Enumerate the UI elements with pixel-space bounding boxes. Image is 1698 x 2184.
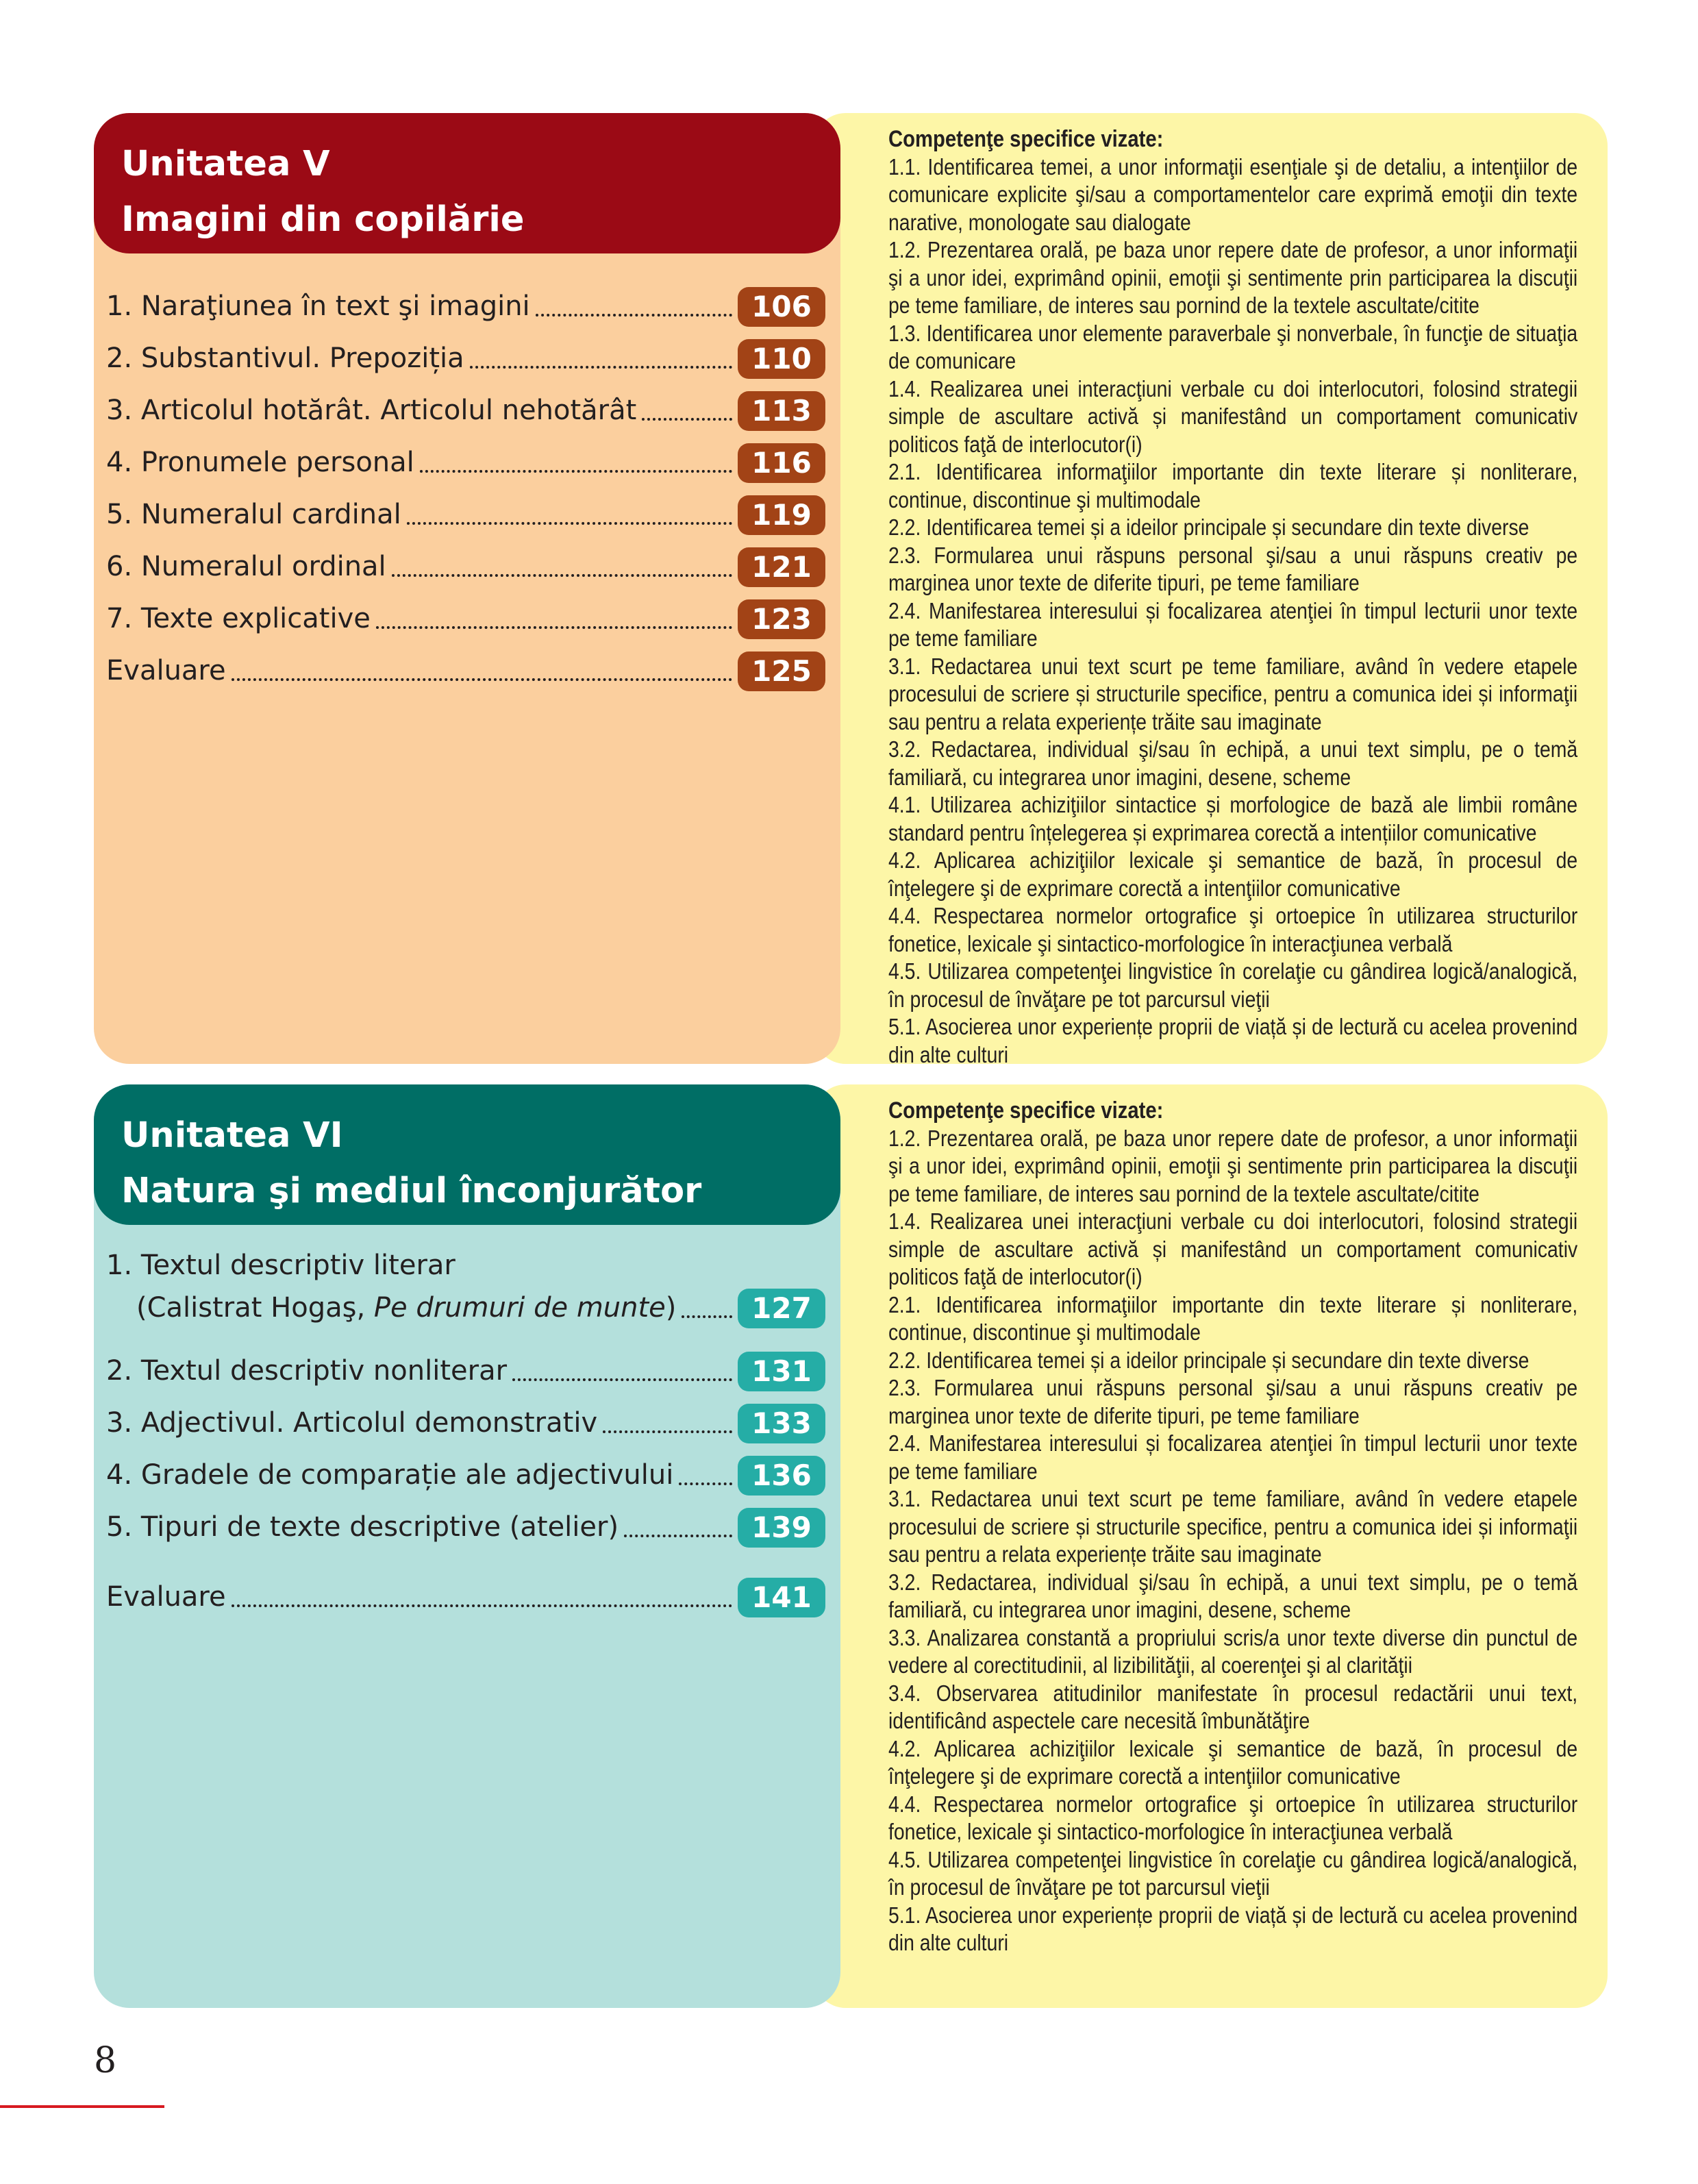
competence-item: 2.3. Formularea unui răspuns personal şi/sau a unui răspuns creativ pe marginea unor texte de diferite tipuri, pe teme familiare <box>888 542 1578 595</box>
competence-item: 5.1. Asocierea unor experiențe proprii de viață și de lectură cu acelea provenind din alte culturi <box>888 1014 1578 1067</box>
toc-label: 5. Tipuri de texte descriptive (atelier) <box>106 1511 619 1543</box>
competence-item: 2.1. Identificarea informaţiilor importante din texte literare și nonliterare, continue, discontinue şi multimodale <box>888 1291 1578 1345</box>
toc-label: Evaluare <box>106 655 226 686</box>
competence-item: 2.2. Identificarea temei și a ideilor principale și secundare din texte diverse <box>888 514 1530 540</box>
dot-leader <box>407 522 732 525</box>
page-number: 8 <box>94 2040 117 2081</box>
competence-item: 2.2. Identificarea temei și a ideilor principale și secundare din texte diverse <box>888 1347 1530 1373</box>
dot-leader <box>392 574 732 577</box>
unit-section <box>94 113 1608 1067</box>
page-badge: 110 <box>738 339 825 379</box>
toc-panel <box>94 113 840 1064</box>
competence-item: 4.5. Utilizarea competenţei lingvistice în corelaţie cu gândirea logică/analogică, în procesul de învăţare pe tot parcursul vieţii <box>888 958 1578 1012</box>
toc-label-line2: (Calistrat Hogaş, Pe drumuri de munte) <box>136 1292 677 1324</box>
unit-title: Unitatea V <box>121 144 330 184</box>
competences-list <box>888 1125 1577 1957</box>
competences-title: Competenţe specifice vizate: <box>888 1097 1164 1124</box>
page-badge: 125 <box>738 652 825 691</box>
page-badge: 123 <box>738 599 825 639</box>
toc-item[interactable] <box>106 1348 825 1391</box>
competence-item: 1.4. Realizarea unei interacţiuni verbale cu doi interlocutori, folosind strategii simple de ascultare activă și manifestând un comportament comunicativ politicos faţă de interlocutor(i) <box>888 1208 1578 1289</box>
toc-item[interactable] <box>106 1249 825 1328</box>
competences-list <box>888 153 1577 1069</box>
page-badge: 131 <box>738 1352 825 1391</box>
dot-leader <box>470 366 732 369</box>
dot-leader <box>420 470 732 473</box>
toc-item[interactable] <box>106 595 825 639</box>
unit-subtitle: Imagini din copilărie <box>121 199 525 240</box>
competence-item: 5.1. Asocierea unor experiențe proprii de viață și de lectură cu acelea provenind din alte culturi <box>888 1902 1578 1955</box>
toc-item[interactable] <box>106 439 825 483</box>
competences-box <box>813 113 1608 1067</box>
dot-leader <box>679 1482 732 1485</box>
toc-label: 5. Numeralul cardinal <box>106 499 401 530</box>
toc-label: 7. Texte explicative <box>106 603 371 634</box>
page-badge: 106 <box>738 287 825 327</box>
page-badge: 113 <box>738 391 825 431</box>
page-badge: 136 <box>738 1456 825 1496</box>
toc-item[interactable] <box>106 1574 825 1617</box>
page-badge: 139 <box>738 1508 825 1548</box>
dot-leader <box>603 1430 732 1433</box>
toc-item[interactable] <box>106 491 825 535</box>
competence-item: 1.3. Identificarea unor elemente paraverbale şi nonverbale, în funcţie de situaţia de comunicare <box>888 320 1578 373</box>
toc-panel <box>94 1084 840 2008</box>
unit-title: Unitatea VI <box>121 1115 343 1156</box>
unit-subtitle: Natura şi mediul înconjurător <box>121 1171 702 1211</box>
competence-item: 3.2. Redactarea, individual şi/sau în echipă, a unui text simplu, pe o temă familiară, cu integrarea unor imagini, desene, scheme <box>888 1569 1578 1622</box>
competence-item: 2.4. Manifestarea interesului și focalizarea atenţiei în timpul lecturii unor texte pe teme familiare <box>888 1430 1578 1484</box>
competence-item: 3.1. Redactarea unui text scurt pe teme familiare, având în vedere etapele procesului de scriere și structurile specifice, pentru a comunica idei și informaţii sau pentru a relata experiențe trăite sau imaginate <box>888 653 1578 734</box>
page-badge: 133 <box>738 1404 825 1443</box>
competence-item: 4.4. Respectarea normelor ortografice şi ortoepice în utilizarea structurilor fonetice, lexicale şi sintactico-morfologice în interacţiunea verbală <box>888 903 1578 956</box>
dot-leader <box>536 314 732 317</box>
competences-title: Competenţe specifice vizate: <box>888 126 1164 152</box>
competence-item: 4.4. Respectarea normelor ortografice şi ortoepice în utilizarea structurilor fonetice, lexicale şi sintactico-morfologice în interacţiunea verbală <box>888 1791 1578 1844</box>
dot-leader <box>232 1604 732 1607</box>
toc-label: 3. Articolul hotărât. Articolul nehotărât <box>106 395 637 426</box>
page-number-underline <box>0 2105 164 2108</box>
toc-item[interactable] <box>106 647 825 691</box>
competence-item: 1.4. Realizarea unei interacţiuni verbale cu doi interlocutori, folosind strategii simple de ascultare activă și manifestând un comportament comunicativ politicos faţă de interlocutor(i) <box>888 375 1578 457</box>
dot-leader <box>232 678 732 681</box>
dot-leader <box>512 1378 732 1381</box>
competence-item: 3.2. Redactarea, individual şi/sau în echipă, a unui text simplu, pe o temă familiară, cu integrarea unor imagini, desene, scheme <box>888 736 1578 790</box>
toc-item[interactable] <box>106 1504 825 1548</box>
competence-item: 3.3. Analizarea constantă a propriului scris/a unor texte diverse din punctul de vedere al corectitudinii, al lizibilităţii, al coerenţei şi al clarităţii <box>888 1624 1578 1678</box>
toc-item[interactable] <box>106 1452 825 1496</box>
toc-label: 2. Textul descriptiv nonliterar <box>106 1355 508 1387</box>
toc-label: 2. Substantivul. Prepoziția <box>106 343 464 374</box>
competence-item: 2.4. Manifestarea interesului și focalizarea atenţiei în timpul lecturii unor texte pe teme familiare <box>888 597 1578 651</box>
toc-label: 1. Textul descriptiv literar <box>106 1250 455 1281</box>
toc-label: 3. Adjectivul. Articolul demonstrativ <box>106 1407 598 1439</box>
competence-item: 2.3. Formularea unui răspuns personal şi/sau a unui răspuns creativ pe marginea unor texte de diferite tipuri, pe teme familiare <box>888 1375 1578 1428</box>
competence-item: 4.2. Aplicarea achiziţiilor lexicale şi semantice de bază, în procesul de înţelegere şi de exprimare corectă a intenţiilor comunicative <box>888 847 1578 901</box>
toc-item[interactable] <box>106 283 825 327</box>
toc-item[interactable] <box>106 387 825 431</box>
dot-leader <box>376 626 732 629</box>
competence-item: 3.4. Observarea atitudinilor manifestate în procesul redactării unui text, identificând aspectele care necesită îmbunătăţire <box>888 1680 1578 1733</box>
competence-item: 4.2. Aplicarea achiziţiilor lexicale şi semantice de bază, în procesul de înţelegere şi de exprimare corectă a intenţiilor comunicative <box>888 1735 1578 1789</box>
toc-item[interactable] <box>106 1400 825 1443</box>
dot-leader <box>642 418 732 421</box>
unit-header <box>94 113 840 253</box>
toc-label: 1. Naraţiunea în text şi imagini <box>106 290 530 322</box>
toc-label: Evaluare <box>106 1581 226 1613</box>
competence-item: 1.1. Identificarea temei, a unor informaţii esenţiale şi de detaliu, a intenţiilor de comunicare explicite şi/sau a comportamentelor care exprimă emoţii din texte narative, monologate sau dialogate <box>888 153 1578 235</box>
competences-box <box>813 1084 1608 2008</box>
page-badge: 141 <box>738 1578 825 1617</box>
page-badge: 119 <box>738 495 825 535</box>
page-badge: 127 <box>738 1289 825 1328</box>
toc-label: 4. Gradele de comparație ale adjectivului <box>106 1459 674 1491</box>
dot-leader <box>682 1315 732 1318</box>
page-badge: 116 <box>738 443 825 483</box>
competence-item: 3.1. Redactarea unui text scurt pe teme familiare, având în vedere etapele procesului de scriere și structurile specifice, pentru a comunica idei și informaţii sau pentru a relata experiențe trăite sau imaginate <box>888 1486 1578 1567</box>
page-badge: 121 <box>738 547 825 587</box>
competence-item: 4.5. Utilizarea competenţei lingvistice în corelaţie cu gândirea logică/analogică, în procesul de învăţare pe tot parcursul vieţii <box>888 1846 1578 1900</box>
toc-item[interactable] <box>106 335 825 379</box>
competence-item: 1.2. Prezentarea orală, pe baza unor repere date de profesor, a unor informaţii şi a unor idei, exprimând opinii, emoţii şi sentimente prin participarea la discuţii pe teme familiare, de interes sau pornind de la textele ascultate/citite <box>888 1125 1578 1206</box>
toc-label: 6. Numeralul ordinal <box>106 551 386 582</box>
dot-leader <box>624 1535 732 1537</box>
toc-label: 4. Pronumele personal <box>106 447 414 478</box>
unit-section <box>94 1084 1608 2008</box>
competence-item: 4.1. Utilizarea achiziţiilor sintactice și morfologice de bază ale limbii române standard pentru înțelegerea și exprimarea corectă a intențiilor comunicative <box>888 792 1578 845</box>
competence-item: 1.2. Prezentarea orală, pe baza unor repere date de profesor, a unor informaţii şi a unor idei, exprimând opinii, emoţii şi sentimente prin participarea la discuţii pe teme familiare, de interes sau pornind de la textele ascultate/citite <box>888 237 1578 318</box>
competence-item: 2.1. Identificarea informaţiilor importante din texte literare și nonliterare, continue, discontinue şi multimodale <box>888 459 1578 512</box>
toc-item[interactable] <box>106 543 825 587</box>
unit-header <box>94 1084 840 1225</box>
